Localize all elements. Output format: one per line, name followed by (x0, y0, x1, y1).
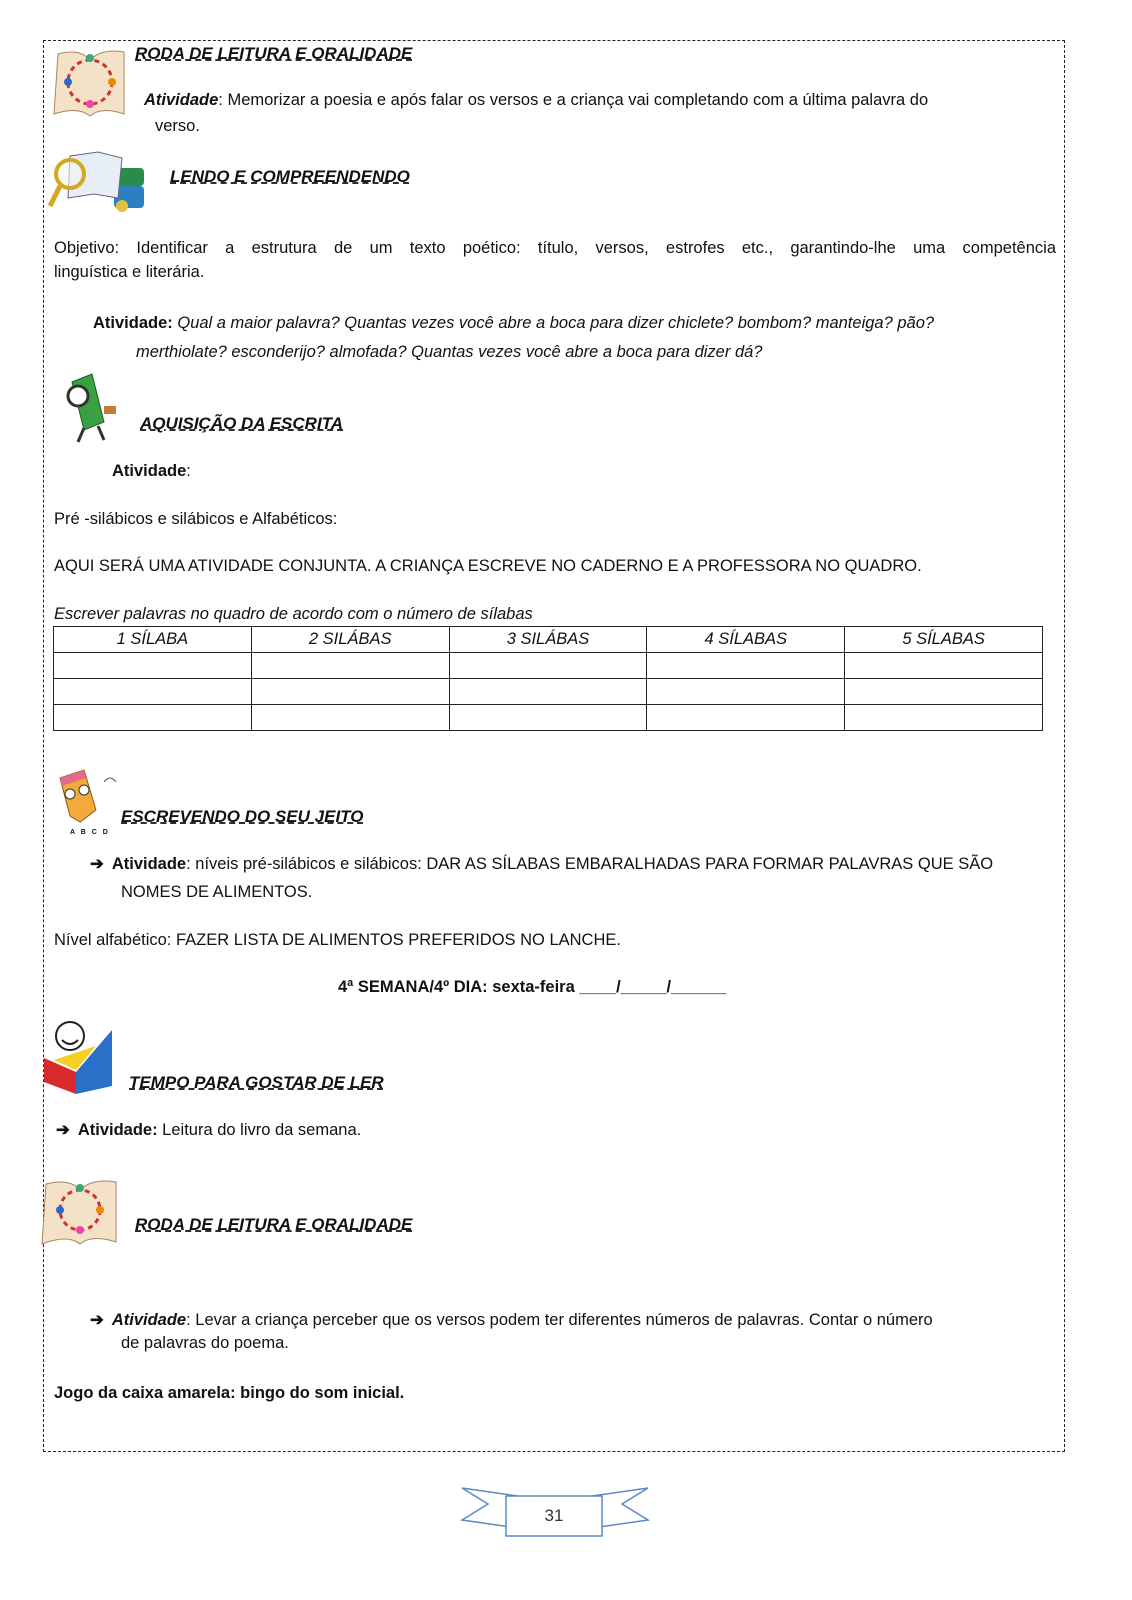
table-cell[interactable] (449, 653, 647, 679)
table-cell[interactable] (54, 705, 252, 731)
instruction-text: AQUI SERÁ UMA ATIVIDADE CONJUNTA. A CRIANÇA ESCREVE NO CADERNO E A PROFESSORA NO QUADRO. (54, 557, 922, 575)
arrow-icon: ➔ (90, 1311, 104, 1329)
activity-label: Atividade (144, 91, 219, 109)
header-3-silabas: 3 SILÁBAS (449, 627, 647, 653)
activity-label: Atividade (112, 462, 187, 480)
header-1-silaba: 1 SÍLABA (54, 627, 252, 653)
activity-text: Leitura do livro da semana. (157, 1121, 362, 1139)
table-cell[interactable] (845, 679, 1043, 705)
table-cell[interactable] (647, 679, 845, 705)
activity-text: : níveis pré-silábicos e silábicos: DAR AS SÍLABAS EMBARALHADAS PARA FORMAR PALAVRAS QUE SÃO (186, 855, 994, 873)
table-header-row (54, 627, 1043, 653)
table-cell[interactable] (251, 679, 449, 705)
table-cell[interactable] (54, 653, 252, 679)
table-cell[interactable] (449, 679, 647, 705)
section-title-tempo: TEMPO PARA GOSTAR DE LER (129, 1073, 384, 1092)
objetivo-text: Objetivo: Identificar a estrutura de um texto poético: título, versos, estrofes etc., garantindo-lhe uma competência (54, 239, 1056, 257)
activity-colon: : (186, 462, 191, 480)
section-title-roda-2: RODA DE LEITURA E ORALIDADE (135, 1215, 413, 1234)
pencil-writing-icon (52, 766, 122, 826)
roda-1-activity (144, 91, 928, 110)
arrow-icon: ➔ (56, 1121, 70, 1139)
levels-text: Pré -silábicos e silábicos e Alfabéticos: (54, 510, 338, 528)
roda-1-activity-cont: verso. (155, 117, 200, 135)
reading-circle-book-icon (40, 1176, 120, 1248)
happy-book-icon (40, 1016, 116, 1096)
week-day-heading: 4ª SEMANA/4º DIA: sexta-feira ____/_____/______ (338, 978, 727, 996)
section-title-aquisicao: AQUISIÇÃO DA ESCRITA (140, 414, 344, 433)
reading-circle-book-icon (50, 46, 128, 120)
activity-label: Atividade (111, 855, 187, 873)
header-4-silabas: 4 SÍLABAS (647, 627, 845, 653)
escrevendo-activity (90, 854, 993, 874)
arrow-icon: ➔ (90, 855, 104, 873)
section-title-roda-1: RODA DE LEITURA E ORALIDADE (135, 44, 413, 63)
table-cell[interactable] (845, 705, 1043, 731)
table-row (54, 705, 1043, 731)
nivel-alfabetico-text: Nível alfabético: FAZER LISTA DE ALIMENTOS PREFERIDOS NO LANCHE. (54, 931, 621, 949)
roda-2-activity (90, 1310, 933, 1330)
header-2-silabas: 2 SILÁBAS (251, 627, 449, 653)
activity-label: Atividade: (77, 1121, 158, 1139)
table-cell[interactable] (845, 653, 1043, 679)
magnifier-book-icon (48, 148, 148, 218)
section-title-lendo: LENDO E COMPREENDENDO (170, 167, 410, 186)
jogo-text: Jogo da caixa amarela: bingo do som inicial. (54, 1384, 405, 1402)
activity-label: Atividade: (93, 314, 173, 332)
aquisicao-activity (112, 462, 191, 481)
section-title-escrevendo: ESCREVENDO DO SEU JEITO (121, 807, 364, 826)
table-caption: Escrever palavras no quadro de acordo com o número de sílabas (54, 605, 533, 623)
table-cell[interactable] (449, 705, 647, 731)
table-cell[interactable] (251, 653, 449, 679)
pencil-character-icon (58, 372, 120, 446)
table-cell[interactable] (251, 705, 449, 731)
abcd-letters: A B C D (70, 829, 110, 836)
activity-text: : Levar a criança perceber que os versos podem ter diferentes números de palavras. Contar o número (186, 1311, 933, 1329)
table-row (54, 653, 1043, 679)
table-row (54, 679, 1043, 705)
activity-text: Qual a maior palavra? Quantas vezes você abre a boca para dizer chiclete? bombom? manteiga? pão? (177, 314, 935, 332)
table-cell[interactable] (54, 679, 252, 705)
table-cell[interactable] (647, 653, 845, 679)
activity-text: : Memorizar a poesia e após falar os versos e a criança vai completando com a última palavra do (218, 91, 929, 109)
objetivo-text-cont: linguística e literária. (54, 263, 205, 281)
activity-label: Atividade (111, 1311, 187, 1329)
syllable-table (53, 626, 1043, 731)
header-5-silabas: 5 SÍLABAS (845, 627, 1043, 653)
escrevendo-activity-cont: NOMES DE ALIMENTOS. (121, 883, 313, 901)
page-number: 31 (544, 1506, 564, 1525)
table-cell[interactable] (647, 705, 845, 731)
roda-2-activity-cont: de palavras do poema. (121, 1334, 289, 1352)
tempo-activity (56, 1120, 361, 1140)
lendo-activity-cont: merthiolate? esconderijo? almofada? Quantas vezes você abre a boca para dizer dá? (136, 343, 763, 361)
lendo-activity (93, 314, 934, 333)
